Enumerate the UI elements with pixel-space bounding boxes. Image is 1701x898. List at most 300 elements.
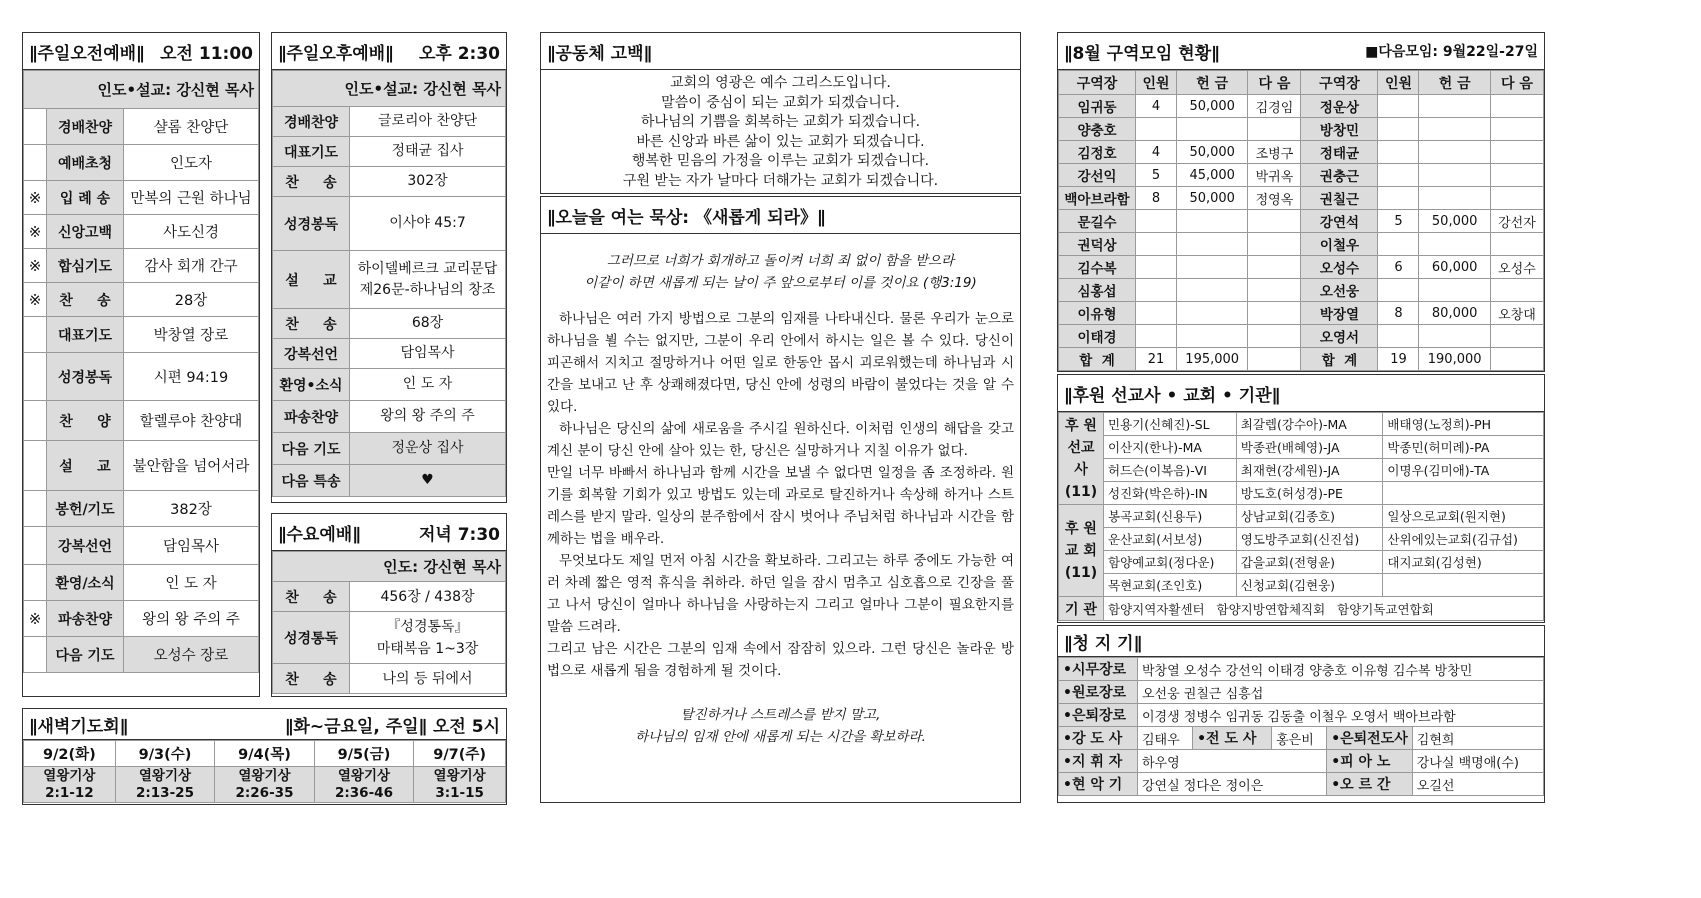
afternoon-order-label: 강복선언 — [273, 339, 350, 369]
district-cell: 50,000 — [1177, 187, 1248, 210]
district-cell: 4 — [1136, 95, 1177, 118]
senior-elders-label: •원로장로 — [1059, 681, 1138, 704]
church-entry: 봉곡교회(신용두) — [1104, 505, 1237, 528]
pianist-label: •피 아 노 — [1327, 750, 1413, 773]
afternoon-order-row — [273, 465, 506, 497]
district-cell: 8 — [1136, 187, 1177, 210]
district-cell — [1248, 210, 1301, 233]
morning-order-row — [24, 637, 259, 673]
dawn-reading — [215, 767, 315, 803]
district-meeting-box — [1057, 32, 1545, 372]
district-cell: 김경임 — [1248, 95, 1301, 118]
church-entry: 함양예교회(정다운) — [1104, 551, 1237, 574]
morning-order-row — [24, 249, 259, 283]
morning-order-value: 샬롬 찬양단 — [124, 109, 259, 145]
afternoon-order-value — [350, 167, 506, 197]
wednesday-order-row — [273, 582, 506, 612]
morning-order-label: 다음 기도 — [47, 637, 124, 673]
morning-order-label: 예배초청 — [47, 145, 124, 181]
staff-row — [1059, 727, 1544, 750]
meditation-header — [541, 197, 1020, 234]
confession-header — [541, 33, 1020, 70]
district-cell: 21 — [1136, 348, 1177, 371]
dawn-reading-verse: 2:1-12 — [45, 784, 94, 801]
morning-leader: 인도•설교: 강신현 목사 — [24, 71, 259, 109]
district-cell — [1378, 187, 1419, 210]
morning-order-value: 오성수 장로 — [124, 637, 259, 673]
afternoon-order-row — [273, 369, 506, 401]
meditation-paragraph: 하나님은 당신의 삶에 새로움을 주시길 원하신다. 이처럼 인생의 해답을 갖고 계신 분이 당신 안에 살아 있는 한, 당신은 실망하거나 지칠 이유가 없다. — [547, 421, 1014, 459]
district-cell: 4 — [1136, 141, 1177, 164]
district-leader: 권덕상 — [1059, 233, 1136, 256]
district-cell: 정영옥 — [1248, 187, 1301, 210]
missionary-entry: 박종관(배혜영)-JA — [1236, 436, 1383, 459]
pastor-name: 김태우 — [1138, 727, 1193, 750]
wednesday-service-box — [271, 513, 507, 697]
district-column-header: 인원 — [1378, 71, 1419, 95]
dawn-prayer-schedule: ∥화~금요일, 주일∥ 오전 5시 — [284, 716, 500, 737]
senior-elders-names: 오선웅 권칠근 심흥섭 — [1138, 681, 1544, 704]
required-stand-mark: ※ — [24, 249, 47, 283]
dawn-reading-book: 열왕기상 — [433, 767, 486, 784]
meditation-paragraphs — [547, 308, 1014, 682]
district-cell — [1177, 302, 1248, 325]
afternoon-order-label: 경배찬양 — [273, 107, 350, 137]
evangelist-label: •전 도 사 — [1193, 727, 1272, 750]
afternoon-order-value — [350, 339, 506, 369]
district-leader: 김수복 — [1059, 256, 1136, 279]
church-entry: 영도방주교회(신진섭) — [1236, 528, 1383, 551]
dawn-date-row — [24, 741, 506, 767]
morning-order-label: 합심기도 — [47, 249, 124, 283]
missionary-entry: 허드슨(이복음)-VI — [1104, 459, 1237, 482]
required-stand-mark — [24, 491, 47, 527]
district-row — [1059, 233, 1544, 256]
morning-order-label: 성경봉독 — [47, 353, 124, 401]
church-row — [1059, 528, 1544, 551]
meditation-verse-line2: 이같이 하면 새롭게 되는 날이 주 앞으로부터 이를 것이요 (행3:19) — [584, 275, 977, 291]
missionary-entry: 박종민(허미례)-PA — [1383, 436, 1544, 459]
afternoon-order-value — [350, 369, 506, 401]
meditation-paragraph: 무엇보다도 제일 먼저 아침 시간을 확보하라. 그리고는 하루 중에도 가능한 여러 차례 짧은 영적 휴식을 취하라. 하던 일을 잠시 멈추고 심호흡으로 긴장을 풀고 나서 당신이 얼마나 하나님을 사랑하는지 그리고 얼마나 그분이 필요한지를 말씀 드려라. — [547, 553, 1014, 635]
dawn-reading-verse: 3:1-15 — [435, 784, 484, 801]
district-row — [1059, 325, 1544, 348]
district-leader: 심홍섭 — [1059, 279, 1136, 302]
district-leader: 이유형 — [1059, 302, 1136, 325]
district-next-meeting: ■다음모임: 9월22일-27일 — [1365, 44, 1538, 60]
retired-evangelist-label: •은퇴전도사 — [1327, 727, 1413, 750]
district-cell — [1490, 118, 1543, 141]
district-column-header: 구역장 — [1059, 71, 1136, 95]
confession-line: 교회의 영광은 예수 그리스도입니다. — [670, 75, 891, 91]
district-cell — [1248, 348, 1301, 371]
required-stand-mark: ※ — [24, 283, 47, 317]
afternoon-order-value-line2: 제26문-하나님의 창조 — [359, 281, 496, 298]
morning-order-label: 설 교 — [47, 441, 124, 491]
morning-order-value: 박창열 장로 — [124, 317, 259, 353]
afternoon-order-label: 찬 송 — [273, 309, 350, 339]
morning-order-row — [24, 353, 259, 401]
morning-order-row — [24, 283, 259, 317]
afternoon-order-row — [273, 197, 506, 251]
district-cell: 80,000 — [1419, 302, 1490, 325]
missionary-entry: 이명우(김미애)-TA — [1383, 459, 1544, 482]
morning-order-value: 만복의 근원 하나님 — [124, 181, 259, 215]
morning-order-value: 28장 — [124, 283, 259, 317]
morning-order-label: 강복선언 — [47, 527, 124, 565]
morning-order-value: 시편 94:19 — [124, 353, 259, 401]
meditation-verse-line1: 그러므로 너희가 회개하고 돌이켜 너희 죄 없이 함을 받으라 — [606, 253, 955, 269]
district-cell — [1419, 118, 1490, 141]
organization-row — [1059, 597, 1544, 621]
district-cell: 조병구 — [1248, 141, 1301, 164]
afternoon-order-label: 대표기도 — [273, 137, 350, 167]
morning-leader-row — [24, 71, 259, 109]
dawn-reading — [314, 767, 414, 803]
dawn-prayer-header — [23, 709, 506, 740]
missionary-entry: 민용기(신혜진)-SL — [1104, 413, 1237, 436]
afternoon-order-value-line: 왕의 왕 주의 주 — [380, 408, 475, 424]
dawn-reading — [24, 767, 116, 803]
morning-order-label: 찬 송 — [47, 283, 124, 317]
afternoon-order-value-line: 하이델베르크 교리문답 — [357, 260, 498, 277]
district-cell: 8 — [1378, 302, 1419, 325]
missions-title: ∥후원 선교사 • 교회 • 기관∥ — [1064, 385, 1281, 406]
conductor-name: 하우영 — [1138, 750, 1327, 773]
district-column-header: 다 음 — [1248, 71, 1301, 95]
district-cell: 박귀옥 — [1248, 164, 1301, 187]
district-cell — [1177, 279, 1248, 302]
morning-order-row — [24, 317, 259, 353]
morning-order-row — [24, 565, 259, 601]
church-entry: 신청교회(김현웅) — [1236, 574, 1383, 597]
missionary-entry: 배태영(노정희)-PH — [1383, 413, 1544, 436]
dawn-date: 9/7(주) — [414, 741, 506, 767]
afternoon-order-value — [350, 465, 506, 497]
afternoon-order-table — [272, 70, 506, 497]
required-stand-mark — [24, 145, 47, 181]
morning-order-value: 담임목사 — [124, 527, 259, 565]
afternoon-order-value-line: 정운상 집사 — [391, 440, 464, 456]
afternoon-order-label: 파송찬양 — [273, 401, 350, 433]
afternoon-service-time: 오후 2:30 — [418, 43, 500, 64]
afternoon-order-value — [350, 137, 506, 167]
district-cell — [1419, 233, 1490, 256]
morning-order-row — [24, 527, 259, 565]
district-cell — [1490, 141, 1543, 164]
morning-order-row — [24, 181, 259, 215]
wednesday-leader: 인도: 강신현 목사 — [273, 552, 506, 582]
dawn-prayer-title: ∥새벽기도회∥ — [29, 716, 129, 737]
district-cell — [1378, 95, 1419, 118]
church-entry: 갑을교회(전형윤) — [1236, 551, 1383, 574]
afternoon-order-label: 다음 기도 — [273, 433, 350, 465]
meditation-paragraph: 만일 너무 바빠서 하나님과 함께 시간을 보낼 수 없다면 일정을 좀 조정하라. 원기를 회복할 기회가 있고 방법도 있는데 과로로 탈진하거나 속상해 하거나 스트레스를 받지 말라. 일상의 분주함에서 잠시 벗어나 주님처럼 하나님과 시간을 함께하는 법을 배우라. — [547, 465, 1014, 547]
district-column-header: 구역장 — [1301, 71, 1378, 95]
district-cell — [1177, 118, 1248, 141]
morning-order-label: 환영/소식 — [47, 565, 124, 601]
required-stand-mark: ※ — [24, 601, 47, 637]
wednesday-order-value — [350, 582, 506, 612]
morning-order-label: 찬 양 — [47, 401, 124, 441]
missionary-row — [1059, 436, 1544, 459]
afternoon-order-row — [273, 167, 506, 197]
afternoon-order-row — [273, 339, 506, 369]
missionary-row — [1059, 459, 1544, 482]
district-leader: 백아브라함 — [1059, 187, 1136, 210]
district-cell — [1248, 302, 1301, 325]
church-entry: 대지교회(김성현) — [1383, 551, 1544, 574]
district-leader: 오영서 — [1301, 325, 1378, 348]
confession-line: 구원 받는 자가 날마다 더해가는 교회가 되겠습니다. — [622, 172, 939, 189]
confession-line: 바른 신앙과 바른 삶이 있는 교회가 되겠습니다. — [636, 133, 925, 150]
organization-label: 기 관 — [1059, 597, 1104, 621]
district-cell: 강선자 — [1490, 210, 1543, 233]
church-row — [1059, 551, 1544, 574]
district-cell — [1490, 279, 1543, 302]
confession-line: 하나님의 기쁨을 회복하는 교회가 되겠습니다. — [640, 114, 921, 130]
district-cell — [1248, 233, 1301, 256]
required-stand-mark: ※ — [24, 215, 47, 249]
morning-order-label: 봉헌/기도 — [47, 491, 124, 527]
district-leader: 권충근 — [1301, 164, 1378, 187]
evangelist-name: 홍은비 — [1272, 727, 1327, 750]
morning-order-value: 인 도 자 — [124, 565, 259, 601]
district-cell — [1419, 279, 1490, 302]
church-entry — [1383, 574, 1544, 597]
district-cell — [1248, 118, 1301, 141]
pianist-names: 강나실 백명애(수) — [1412, 750, 1543, 773]
morning-order-row — [24, 601, 259, 637]
district-leader: 권칠근 — [1301, 187, 1378, 210]
staff-title: ∥청 지 기∥ — [1064, 633, 1143, 654]
district-row — [1059, 118, 1544, 141]
district-row — [1059, 348, 1544, 371]
district-leader: 김정호 — [1059, 141, 1136, 164]
dawn-date: 9/4(목) — [215, 741, 315, 767]
missionary-row — [1059, 482, 1544, 505]
district-cell — [1419, 95, 1490, 118]
district-cell — [1136, 325, 1177, 348]
missionary-entry: 최재현(강세원)-JA — [1236, 459, 1383, 482]
wednesday-leader-row — [273, 552, 506, 582]
morning-order-label: 경배찬양 — [47, 109, 124, 145]
afternoon-service-title: ∥주일오후예배∥ — [278, 43, 394, 64]
afternoon-order-label: 환영•소식 — [273, 369, 350, 401]
required-stand-mark — [24, 441, 47, 491]
meditation-paragraph: 하나님은 여러 가지 방법으로 그분의 임재를 나타내신다. 물론 우리가 눈으로 하나님을 뵐 수는 없지만, 그분이 우리 안에서 하시는 일은 볼 수 있다. 당신이 피곤해서 지치고 절망하거나 어떤 일로 한동안 몹시 괴로워했는데 하나님과 시간을 보내고 난 후 상쾌해졌다면, 당신 안에 성령의 바람이 불었다는 것을 알 수 있다. — [547, 311, 1014, 415]
district-cell — [1490, 164, 1543, 187]
district-cell — [1419, 164, 1490, 187]
district-leader: 방창민 — [1301, 118, 1378, 141]
district-cell — [1490, 325, 1543, 348]
district-column-header: 인원 — [1136, 71, 1177, 95]
district-cell — [1378, 118, 1419, 141]
district-cell — [1378, 164, 1419, 187]
morning-service-header — [23, 33, 259, 70]
afternoon-service-header — [272, 33, 506, 70]
district-cell — [1136, 279, 1177, 302]
wednesday-order-label: 찬 송 — [273, 664, 350, 694]
district-row — [1059, 95, 1544, 118]
dawn-date: 9/2(화) — [24, 741, 116, 767]
district-cell — [1490, 348, 1543, 371]
district-cell: 6 — [1378, 256, 1419, 279]
church-row — [1059, 505, 1544, 528]
afternoon-order-value-line: 글로리아 찬양단 — [377, 113, 478, 129]
morning-order-value: 사도신경 — [124, 215, 259, 249]
district-cell: 5 — [1378, 210, 1419, 233]
district-leader: 합 계 — [1301, 348, 1378, 371]
district-leader: 임귀동 — [1059, 95, 1136, 118]
morning-order-row — [24, 401, 259, 441]
district-cell — [1490, 187, 1543, 210]
district-leader: 강연석 — [1301, 210, 1378, 233]
district-cell — [1136, 256, 1177, 279]
wednesday-order-value — [350, 612, 506, 664]
afternoon-order-row — [273, 309, 506, 339]
district-column-header: 다 음 — [1490, 71, 1543, 95]
district-cell — [1419, 325, 1490, 348]
church-entry: 산위에있는교회(김규섭) — [1383, 528, 1544, 551]
staff-header — [1058, 626, 1544, 657]
wednesday-order-value-line: 나의 등 뒤에서 — [382, 670, 473, 687]
district-cell — [1419, 141, 1490, 164]
church-row — [1059, 574, 1544, 597]
afternoon-service-box — [271, 32, 507, 503]
district-cell — [1136, 118, 1177, 141]
conductor-label: •지 휘 자 — [1059, 750, 1138, 773]
dawn-reading — [414, 767, 506, 803]
district-leader: 이태경 — [1059, 325, 1136, 348]
wednesday-service-title: ∥수요예배∥ — [278, 524, 361, 545]
district-cell: 오창대 — [1490, 302, 1543, 325]
confession-lines — [541, 70, 1020, 191]
morning-order-value: 할렐루야 찬양대 — [124, 401, 259, 441]
district-meeting-title: ∥8월 구역모임 현황∥ — [1064, 43, 1220, 64]
retired-elders-names: 이경생 정병수 임귀동 김동출 이철우 오영서 백아브라함 — [1138, 704, 1544, 727]
missionary-entry: 성진화(박은하)-IN — [1104, 482, 1237, 505]
afternoon-order-value — [350, 197, 506, 251]
wednesday-order-label: 찬 송 — [273, 582, 350, 612]
afternoon-leader-row — [273, 71, 506, 107]
afternoon-order-value — [350, 401, 506, 433]
morning-order-row — [24, 145, 259, 181]
dawn-reading-book: 열왕기상 — [337, 767, 391, 784]
district-leader: 양충호 — [1059, 118, 1136, 141]
district-cell — [1177, 325, 1248, 348]
district-row — [1059, 141, 1544, 164]
afternoon-order-value — [350, 433, 506, 465]
organ-label: •오 르 간 — [1327, 773, 1413, 796]
district-cell: 195,000 — [1177, 348, 1248, 371]
wednesday-order-value-line: 456장 / 438장 — [380, 588, 475, 605]
afternoon-order-value-line: ♥ — [421, 472, 434, 488]
dawn-reading — [115, 767, 215, 803]
district-leader: 오선웅 — [1301, 279, 1378, 302]
district-cell — [1378, 141, 1419, 164]
dawn-reading-verse: 2:26-35 — [235, 784, 294, 801]
morning-order-label: 파송찬양 — [47, 601, 124, 637]
confession-title: ∥공동체 고백∥ — [547, 43, 653, 64]
afternoon-order-value — [350, 107, 506, 137]
district-leader: 문길수 — [1059, 210, 1136, 233]
missionary-entry: 최갈렙(강수아)-MA — [1236, 413, 1383, 436]
morning-order-table — [23, 70, 259, 673]
district-cell: 190,000 — [1419, 348, 1490, 371]
district-header-row — [1059, 71, 1544, 95]
confession-line: 행복한 믿음의 가정을 이루는 교회가 되겠습니다. — [631, 153, 930, 169]
staff-row — [1059, 658, 1544, 681]
district-row — [1059, 164, 1544, 187]
church-entry: 목현교회(조인호) — [1104, 574, 1237, 597]
district-cell — [1248, 325, 1301, 348]
afternoon-order-value-line: 정태균 집사 — [391, 143, 464, 159]
wednesday-service-time: 저녁 7:30 — [418, 524, 500, 545]
district-leader: 정태균 — [1301, 141, 1378, 164]
district-cell — [1177, 233, 1248, 256]
afternoon-order-row — [273, 401, 506, 433]
afternoon-order-value-line: 이사야 45:7 — [389, 215, 466, 231]
dawn-reading-verse: 2:36-46 — [335, 784, 393, 801]
confession-box — [540, 32, 1021, 194]
morning-order-label: 신앙고백 — [47, 215, 124, 249]
afternoon-leader: 인도•설교: 강신현 목사 — [273, 71, 506, 107]
district-row — [1059, 210, 1544, 233]
district-leader: 이철우 — [1301, 233, 1378, 256]
morning-order-row — [24, 215, 259, 249]
district-leader: 오성수 — [1301, 256, 1378, 279]
district-cell: 19 — [1378, 348, 1419, 371]
afternoon-order-label: 설 교 — [273, 251, 350, 309]
district-row — [1059, 302, 1544, 325]
district-leader: 정운상 — [1301, 95, 1378, 118]
morning-service-time: 오전 11:00 — [160, 43, 253, 64]
dawn-reading-row — [24, 767, 506, 803]
afternoon-order-row — [273, 251, 506, 309]
district-cell — [1490, 95, 1543, 118]
elders-label: •시무장로 — [1059, 658, 1138, 681]
required-stand-mark — [24, 401, 47, 441]
dawn-schedule-table — [23, 740, 506, 803]
afternoon-order-value-line: 302장 — [407, 173, 448, 189]
afternoon-order-row — [273, 107, 506, 137]
dawn-reading-book: 열왕기상 — [238, 767, 291, 784]
district-cell — [1378, 233, 1419, 256]
meditation-body — [541, 234, 1020, 748]
district-cell: 50,000 — [1177, 95, 1248, 118]
district-meeting-header — [1058, 33, 1544, 70]
retired-evangelist-name: 김현희 — [1412, 727, 1543, 750]
district-cell — [1248, 279, 1301, 302]
afternoon-order-label: 성경봉독 — [273, 197, 350, 251]
wednesday-order-row — [273, 664, 506, 694]
district-leader: 합 계 — [1059, 348, 1136, 371]
morning-order-row — [24, 441, 259, 491]
strings-label: •현 악 기 — [1059, 773, 1138, 796]
church-entry: 상남교회(김종호) — [1236, 505, 1383, 528]
afternoon-order-value-line: 68장 — [411, 315, 444, 331]
required-stand-mark — [24, 565, 47, 601]
staff-box — [1057, 625, 1545, 803]
district-cell — [1136, 233, 1177, 256]
missionary-entry — [1383, 482, 1544, 505]
required-stand-mark — [24, 637, 47, 673]
confession-line: 말씀이 중심이 되는 교회가 되겠습니다. — [661, 94, 900, 111]
district-cell — [1419, 187, 1490, 210]
district-cell: 45,000 — [1177, 164, 1248, 187]
wednesday-order-table — [272, 551, 506, 694]
